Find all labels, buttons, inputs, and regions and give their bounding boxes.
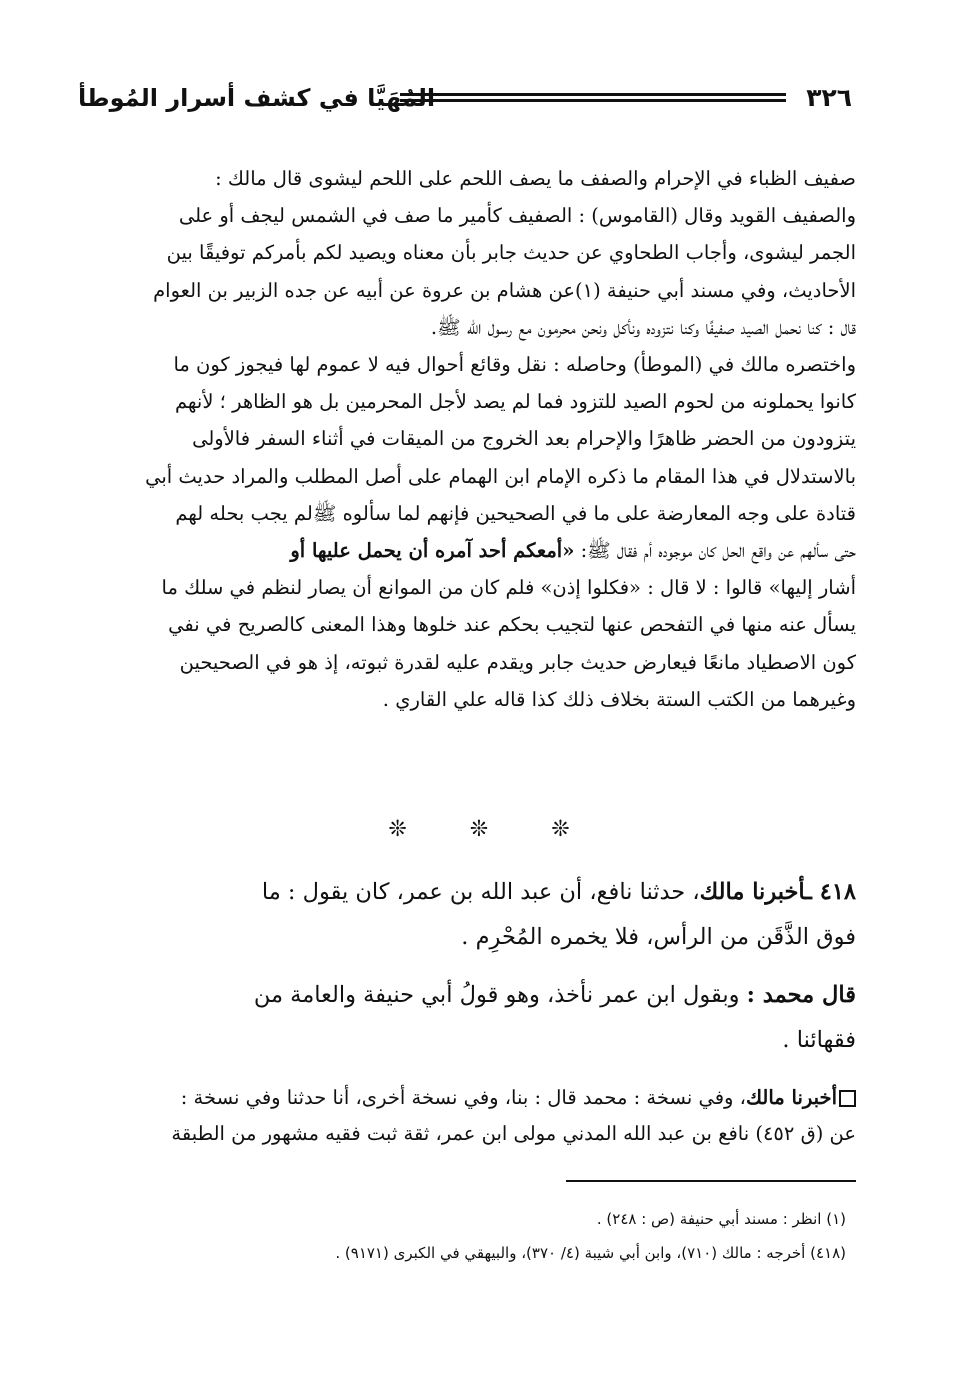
page-header [78, 80, 852, 122]
verdict-text-line: فقهائنا . [782, 1027, 856, 1053]
text-line: وغيرهما من الكتب الستة بخلاف ذلك كذا قاله علي القاري . [382, 687, 856, 711]
sharh-block [84, 1080, 856, 1152]
sharh-segment: ، وفي نسخة : محمد قال : بنا، وفي نسخة أخرى، أنا حدثنا وفي نسخة : [180, 1086, 746, 1109]
book-title: المُهَيَّا في كشف أسرار المُوطأ [78, 84, 436, 112]
page-number: ٣٢٦ [806, 83, 852, 112]
sharh-line [84, 1080, 856, 1116]
text-line: كون الاصطياد مانعًا فيعارض حديث جابر ويقدم عليه لقدرة ثبوته، إذ هو في الصحيحين [179, 650, 856, 674]
verdict-segment: وبقول ابن عمر نأخذ، وهو قولُ أبي حنيفة والعامة من [253, 982, 747, 1008]
text-line: الأحاديث، وفي مسند أبي حنيفة (١)عن هشام بن عروة عن أبيه عن جده الزبير بن العوام [153, 278, 856, 302]
hadith-text [84, 870, 856, 915]
text-line: بالاستدلال في هذا المقام ما ذكره الإمام ابن الهمام على أصل المطلب والمراد حديث أبي [145, 464, 856, 488]
hadith-text-line: فوق الذَّقَن من الرأس، فلا يخمره المُحْرِم . [461, 924, 856, 950]
text-line: يتزودون من الحضر ظاهرًا والإحرام بعد الخروج من الميقات في أثناء السفر فالأولى [192, 427, 856, 451]
footnote: (١) انظر : مسند أبي حنيفة (ص : ٢٤٨) . [596, 1210, 846, 1228]
text-line: قتادة على وجه المعارضة على ما في الصحيحين فإنهم لما سألوه ﷺلم يجب بحله لهم [175, 501, 856, 525]
text-line: يسأل عنه منها في التفحص عنها لتجيب بحكم عند خلوها وهذا المعنى كالصريح في نفي [168, 613, 856, 637]
text-line: أشار إليها» قالوا : لا قال : «فكلوا إذن» فلم كان من الموانع أن يصار لنظم في سلك ما [161, 576, 856, 600]
text-line: واختصره مالك في (الموطأ) وحاصله : نقل وقائع أحوال فيه لا عموم لها فيجوز كون ما [173, 353, 856, 377]
footnotes [150, 1202, 846, 1270]
hadith-text-segment: ، حدثنا نافع، أن عبد الله بن عمر، كان يقول : ما [261, 879, 700, 905]
section-separator-stars: ❊ ❊ ❊ [388, 817, 570, 842]
text-line: والصفيف القويد وقال (القاموس) : الصفيف كأمير ما صف في الشمس ليجف أو على [178, 204, 856, 228]
text-line: صفيف الظباء في الإحرام والصفف ما يصف اللحم على اللحم ليشوى قال مالك : [215, 167, 856, 190]
sharh-line: عن (ق ٤٥٢) نافع بن عبد الله المدني مولى ابن عمر، ثقة ثبت فقيه مشهور من الطبقة [171, 1122, 856, 1145]
text-line [84, 532, 856, 569]
verdict-text [84, 972, 856, 1018]
text-segment: حتى سألهم عن واقع الحل كان موجوده أم فقال ﷺ: [580, 539, 856, 563]
sharh-lead: أخبرنا مالك [745, 1086, 837, 1109]
text-line: قال : كنا نحمل الصيد صفيفًا وكنا نتزوده ونأكل ونحن محرمون مع رسول الله ﷺ. [430, 315, 856, 339]
prophetic-quote: «أمعكم أحد آمره أن يحمل عليها أو [290, 539, 575, 563]
hadith-narrator: أخبرنا مالك [699, 879, 806, 905]
header-double-rule [400, 93, 786, 102]
text-line: كانوا يحملونه من لحوم الصيد للتزود فما لم يصد لأجل المحرمين بل هو الظاهر ؛ لأنهم [174, 390, 856, 414]
box-marker-icon [839, 1090, 856, 1107]
text-line: الجمر ليشوى، وأجاب الطحاوي عن حديث جابر بأن معناه ويصيد لكم بأمركم توفيقًا بين [166, 241, 856, 265]
commentary-paragraph [84, 160, 856, 718]
footnote: (٤١٨) أخرجه : مالك (٧١٠)، وابن أبي شيبة (٤/ ٣٧٠)، والبيهقي في الكبرى (٩١٧١) . [335, 1244, 846, 1262]
hadith-number: ٤١٨ ـ [805, 879, 856, 905]
verdict-lead: قال محمد : [746, 982, 856, 1008]
footnote-divider [566, 1180, 856, 1182]
hadith-block [84, 870, 856, 1063]
